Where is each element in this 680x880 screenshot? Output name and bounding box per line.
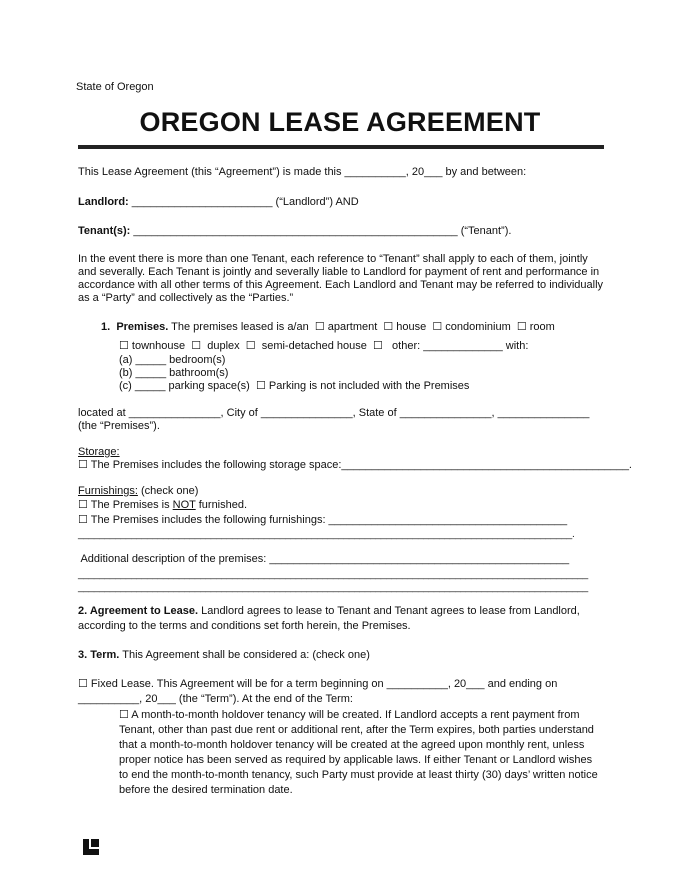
joint-liability-paragraph: In the event there is more than one Tenant, each reference to “Tenant” shall apply to each of them, jointly and severally. Each Tenant is jointly and severally liable to Landlord for payment of rent and performance in accordance with all other terms of this Agreement. Each Landlord and Tenant may be referred to individually as a “Party” and collectively as the “Parties.” [78,253,604,304]
furnishings-heading-line [78,485,198,498]
furnishings-note: (check one) [137,485,199,497]
not-furnished-line [78,499,247,512]
intro-line: This Lease Agreement (this “Agreement”) is made this __________, 20___ by and between: [78,166,527,178]
furnishings-line: ☐ The Premises includes the following furnishings: _______________________________________ [78,514,568,526]
not-emphasis: NOT [172,499,196,511]
premises-line-1 [101,321,555,334]
storage-line: ☐ The Premises includes the following storage space:_______________________________________________. [78,459,632,471]
premises-number: 1. [101,321,111,333]
holdover-paragraph: ☐ A month-to-month holdover tenancy will be created. If Landlord accepts a rent payment from Tenant, other than past due rent or additional rent, after the Term expires, both parties understand that a month-to-month holdover tenancy will be created at the agreed upon monthly rent, unless proper notice has been served as required by applicable laws. If either Tenant or Landlord wishes to end the month-to-month tenancy, such Party must provide at least thirty (30) days’ written notice before the desired termination date. [119,709,598,796]
tenant-label: Tenant(s): [78,225,131,237]
not-furnished-suffix: furnished. [195,499,248,511]
not-furnished-prefix: ☐ The Premises is [78,499,173,511]
tenant-line [78,225,511,238]
title-divider [78,145,604,149]
landlord-field: _______________________ (“Landlord”) AND [128,196,359,208]
state-label: State of Oregon [76,81,154,93]
location-line: located at _______________, City of _______________, State of _______________, _______________ [78,407,590,419]
term-text: This Agreement shall be considered a: (check one) [119,649,370,661]
additional-description-line: Additional description of the premises: _________________________________________________ [78,553,570,565]
fixed-lease-line-1: ☐ Fixed Lease. This Agreement will be for a term beginning on __________, 20___ and ending on [78,678,558,690]
document-title: OREGON LEASE AGREEMENT [139,107,541,137]
bedrooms-line: (a) _____ bedroom(s) [119,354,226,366]
storage-heading: Storage: [78,446,120,458]
agreement-to-lease-paragraph [78,604,608,634]
premises-definition: (the “Premises”). [78,420,160,432]
agreement-to-lease-label: 2. Agreement to Lease. [78,605,199,617]
parking-line: (c) _____ parking space(s) ☐ Parking is not included with the Premises [119,380,470,392]
bathrooms-line: (b) _____ bathroom(s) [119,367,229,379]
furnishings-blank-line: _____________________________________________________________________________________________. [78,529,575,540]
term-line [78,649,370,662]
additional-blank-line-1: ________________________________________________________________________________________________ [78,569,588,580]
landlord-label: Landlord: [78,196,129,208]
additional-blank-line-2: ________________________________________________________________________________________________ [78,582,588,593]
landlord-line [78,196,359,209]
agreement-to-lease-text: Landlord agrees to lease to Tenant and Tenant agrees to lease from Landlord, according to the terms and conditions set forth herein, the Premises. [78,605,580,632]
fixed-lease-line-2: __________, 20___ (the “Term”). At the end of the Term: [78,693,353,705]
premises-label: Premises. [116,321,169,333]
brand-logo-icon [82,838,100,856]
term-label: 3. Term. [78,649,120,661]
tenant-field: _____________________________________________________ (“Tenant”). [130,225,512,237]
furnishings-heading: Furnishings: [78,485,138,497]
premises-types-2: ☐ townhouse ☐ duplex ☐ semi-detached house ☐ other: _____________ with: [119,340,529,352]
premises-types-1: The premises leased is a/an ☐ apartment ☐ house ☐ condominium ☐ room [168,321,555,333]
